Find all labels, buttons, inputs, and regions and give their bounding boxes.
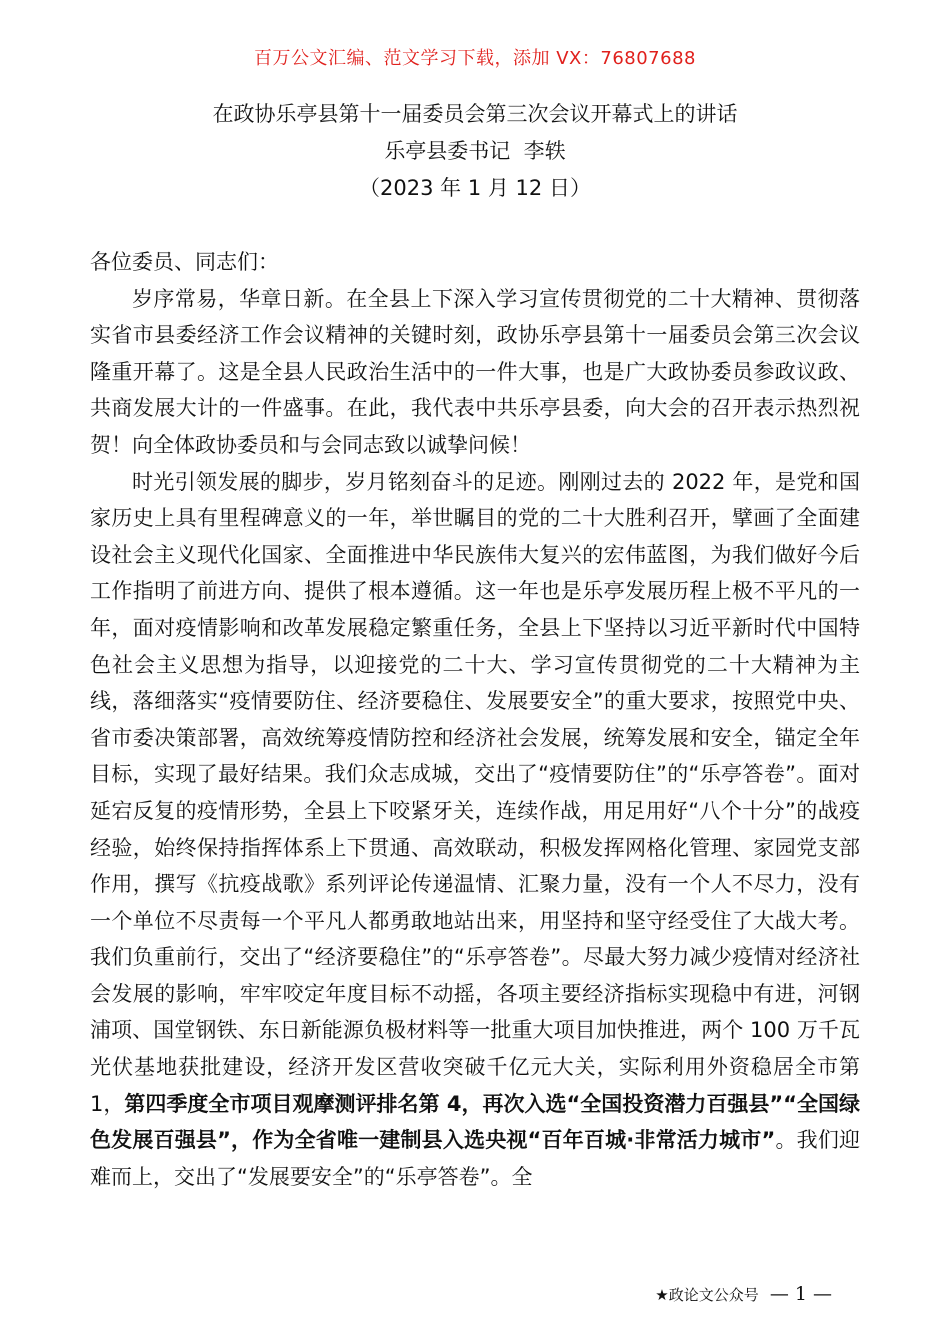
page-number: — 1 — <box>769 1283 832 1305</box>
salutation: 各位委员、同志们： <box>90 250 279 274</box>
watermark-banner: 百万公文汇编、范文学习下载，添加 VX：76807688 <box>254 48 696 69</box>
paragraph-review-text: 时光引领发展的脚步，岁月铭刻奋斗的足迹。刚刚过去的 2022 年，是党和国家历史上具有里程碑意义的一年，举世瞩目的党的二十大胜利召开，擘画了全面建设社会主义现代化国家、全面推进中华民族伟大复兴的宏伟蓝图，为我们做好今后工作指明了前进方向、提供了根本遵循。这一年也是乐亭发展历程上极不平凡的一年，面对疫情影响和改革发展稳定繁重任务，全县上下坚持以习近平新时代中国特色社会主义思想为指导，以迎接党的二十大、学习宣传贯彻党的二十大精神为主线，落细落实“疫情要防住、经济要稳住、发展要安全”的重大要求，按照党中央、省市委决策部署，高效统筹疫情防控和经济社会发展，统筹发展和安全，锚定全年目标，实现了最好结果。我们众志成城，交出了“疫情要防住”的“乐亭答卷”。面对延宕反复的疫情形势，全县上下咬紧牙关，连续作战，用足用好“八个十分”的战疫经验，始终保持指挥体系上下贯通、高效联动，积极发挥网格化管理、家园党支部作用，撰写《抗疫战歌》系列评论传递温情、汇聚力量，没有一个人不尽力，没有一个单位不尽责每一个平凡人都勇敢地站出来，用坚持和坚守经受住了大战大考。我们负重前行，交出了“经济要稳住”的“乐亭答卷”。尽最大努力减少疫情对经济社会发展的影响，牢牢咬定年度目标不动摇，各项主要经济指标实现稳中有进，河钢浦项、国堂钢铁、东日新能源负极材料等一批重大项目加快推进，两个 100 万千瓦光伏基地获批建设，经济开发区营收突破千亿元大关，实际利用外资稳居全市第 1， <box>90 469 860 1116</box>
paragraph-review <box>90 464 860 1196</box>
speech-date: （2023 年 1 月 12 日） <box>359 176 591 200</box>
paragraph-review-tail: 。我们迎难而上，交出了“发展要安全”的“乐亭答卷”。全 <box>90 1128 860 1189</box>
speech-author: 乐亭县委书记 李轶 <box>384 139 566 163</box>
paragraph-opening: 岁序常易，华章日新。在全县上下深入学习宣传贯彻党的二十大精神、贯彻落实省市县委经济工作会议精神的关键时刻，政协乐亭县第十一届委员会第三次会议隆重开幕了。这是全县人民政治生活中的一件大事，也是广大政协委员参政议政、共商发展大计的一件盛事。在此，我代表中共乐亭县委，向大会的召开表示热烈祝贺！向全体政协委员和与会同志致以诚挚问候！ <box>90 286 860 457</box>
page-footer <box>655 1283 838 1305</box>
speech-title: 在政协乐亭县第十一届委员会第三次会议开幕式上的讲话 <box>212 102 738 126</box>
paragraph-review-bold: 第四季度全市项目观摩测评排名第 4，再次入选“全国投资潜力百强县”“全国绿色发展百强县”，作为全省唯一建制县入选央视“百年百城·非常活力城市” <box>90 1091 860 1153</box>
speech-body <box>90 244 860 1195</box>
title-block <box>0 96 950 207</box>
footer-source: ★政论文公众号 <box>655 1286 759 1304</box>
